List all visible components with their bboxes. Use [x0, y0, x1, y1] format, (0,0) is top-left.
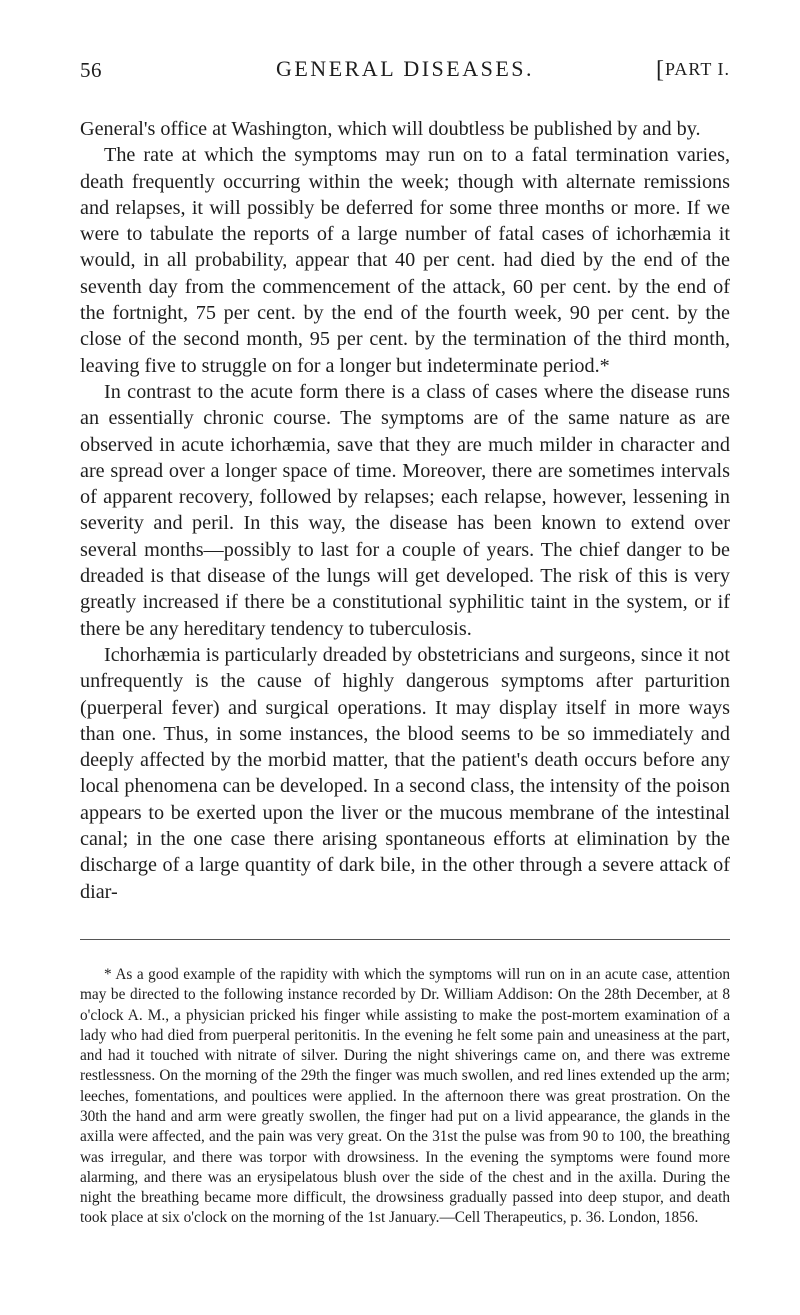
page-number: 56 [80, 58, 102, 82]
part-bracket: [ [656, 57, 666, 83]
paragraph-fatal-termination: The rate at which the symptoms may run on to a fatal termination varies, death frequently occurring within the week; though with alternate remissions and relapses, it will possibly be deferred for some three months or more. If we were to tabulate the reports of a large number of fatal cases of ichorhæmia it would, in all probability, appear that 40 per cent. had died by the end of the seventh day from the commencement of the attack, 60 per cent. by the end of the fortnight, 75 per cent. by the end of the fourth week, 90 per cent. by the close of the second month, 95 per cent. by the termination of the third month, leaving five to struggle on for a longer but indeterminate period.* [80, 144, 730, 377]
body-text [80, 116, 730, 905]
footnote-divider [80, 939, 730, 941]
book-page [80, 40, 730, 1229]
running-title: GENERAL DISEASES. [275, 56, 535, 81]
paragraph-continued: General's office at Washington, which will doubtless be published by and by. [80, 118, 701, 140]
part-label: PART I. [665, 59, 730, 79]
footnote-text: * As a good example of the rapidity with which the symptoms will run on in an acute case, attention may be directed to the following instance recorded by Dr. William Addison: On the 28th December, at 8 o'clock A. M., a physician pricked his finger while assisting to make the post-mortem examination of a lady who had died from puerperal peritonitis. In the evening he felt some pain and uneasiness at the part, and had it touched with nitrate of silver. During the night shiverings came on, and there was extreme restlessness. On the morning of the 29th the finger was much swollen, and red lines extended up the arm; leeches, fomentations, and poultices were applied. In the afternoon there was great prostration. On the 30th the hand and arm were greatly swollen, the finger had put on a livid appearance, the glands in the axilla were affected, and the pain was very great. On the 31st the pulse was from 90 to 100, the breathing was irregular, and there was torpor with drowsiness. In the evening the symptoms were found more alarming, and there was an erysipelatous blush over the side of the chest and in the axilla. During the night the breathing became more difficult, the drowsiness gradually passed into deep stupor, and death took place at six o'clock on the morning of the 1st January.—Cell Therapeutics, p. 36. London, 1856. [80, 965, 730, 1227]
footnote [80, 965, 730, 1229]
paragraph-chronic-form: In contrast to the acute form there is a class of cases where the disease runs an essentially chronic course. The symptoms are of the same nature as are observed in acute ichorhæmia, save that they are much milder in character and are spread over a longer space of time. Moreover, there are sometimes intervals of apparent recovery, followed by relapses; each relapse, however, lessening in severity and peril. In this way, the disease has been known to extend over several months—possibly to last for a couple of years. The chief danger to be dreaded is that disease of the lungs will get developed. The risk of this is very greatly increased if there be a constitutional syphilitic taint in the system, or if there be any hereditary tendency to tuberculosis. [80, 380, 730, 640]
part-label-container [656, 57, 730, 83]
running-head [80, 40, 730, 83]
paragraph-obstetric-surgical: Ichorhæmia is particularly dreaded by obstetricians and surgeons, since it not unfrequently is the cause of highly dangerous symptoms after parturition (puerperal fever) and surgical operations. It may display itself in more ways than one. Thus, in some instances, the blood seems to be so immediately and deeply affected by the morbid matter, that the patient's death occurs before any local phenomena can be developed. In a second class, the intensity of the poison appears to be exerted upon the liver or the mucous membrane of the intestinal canal; in the one case there arising spontaneous efforts at elimination by the discharge of a large quantity of dark bile, in the other through a severe attack of diar- [80, 643, 730, 903]
